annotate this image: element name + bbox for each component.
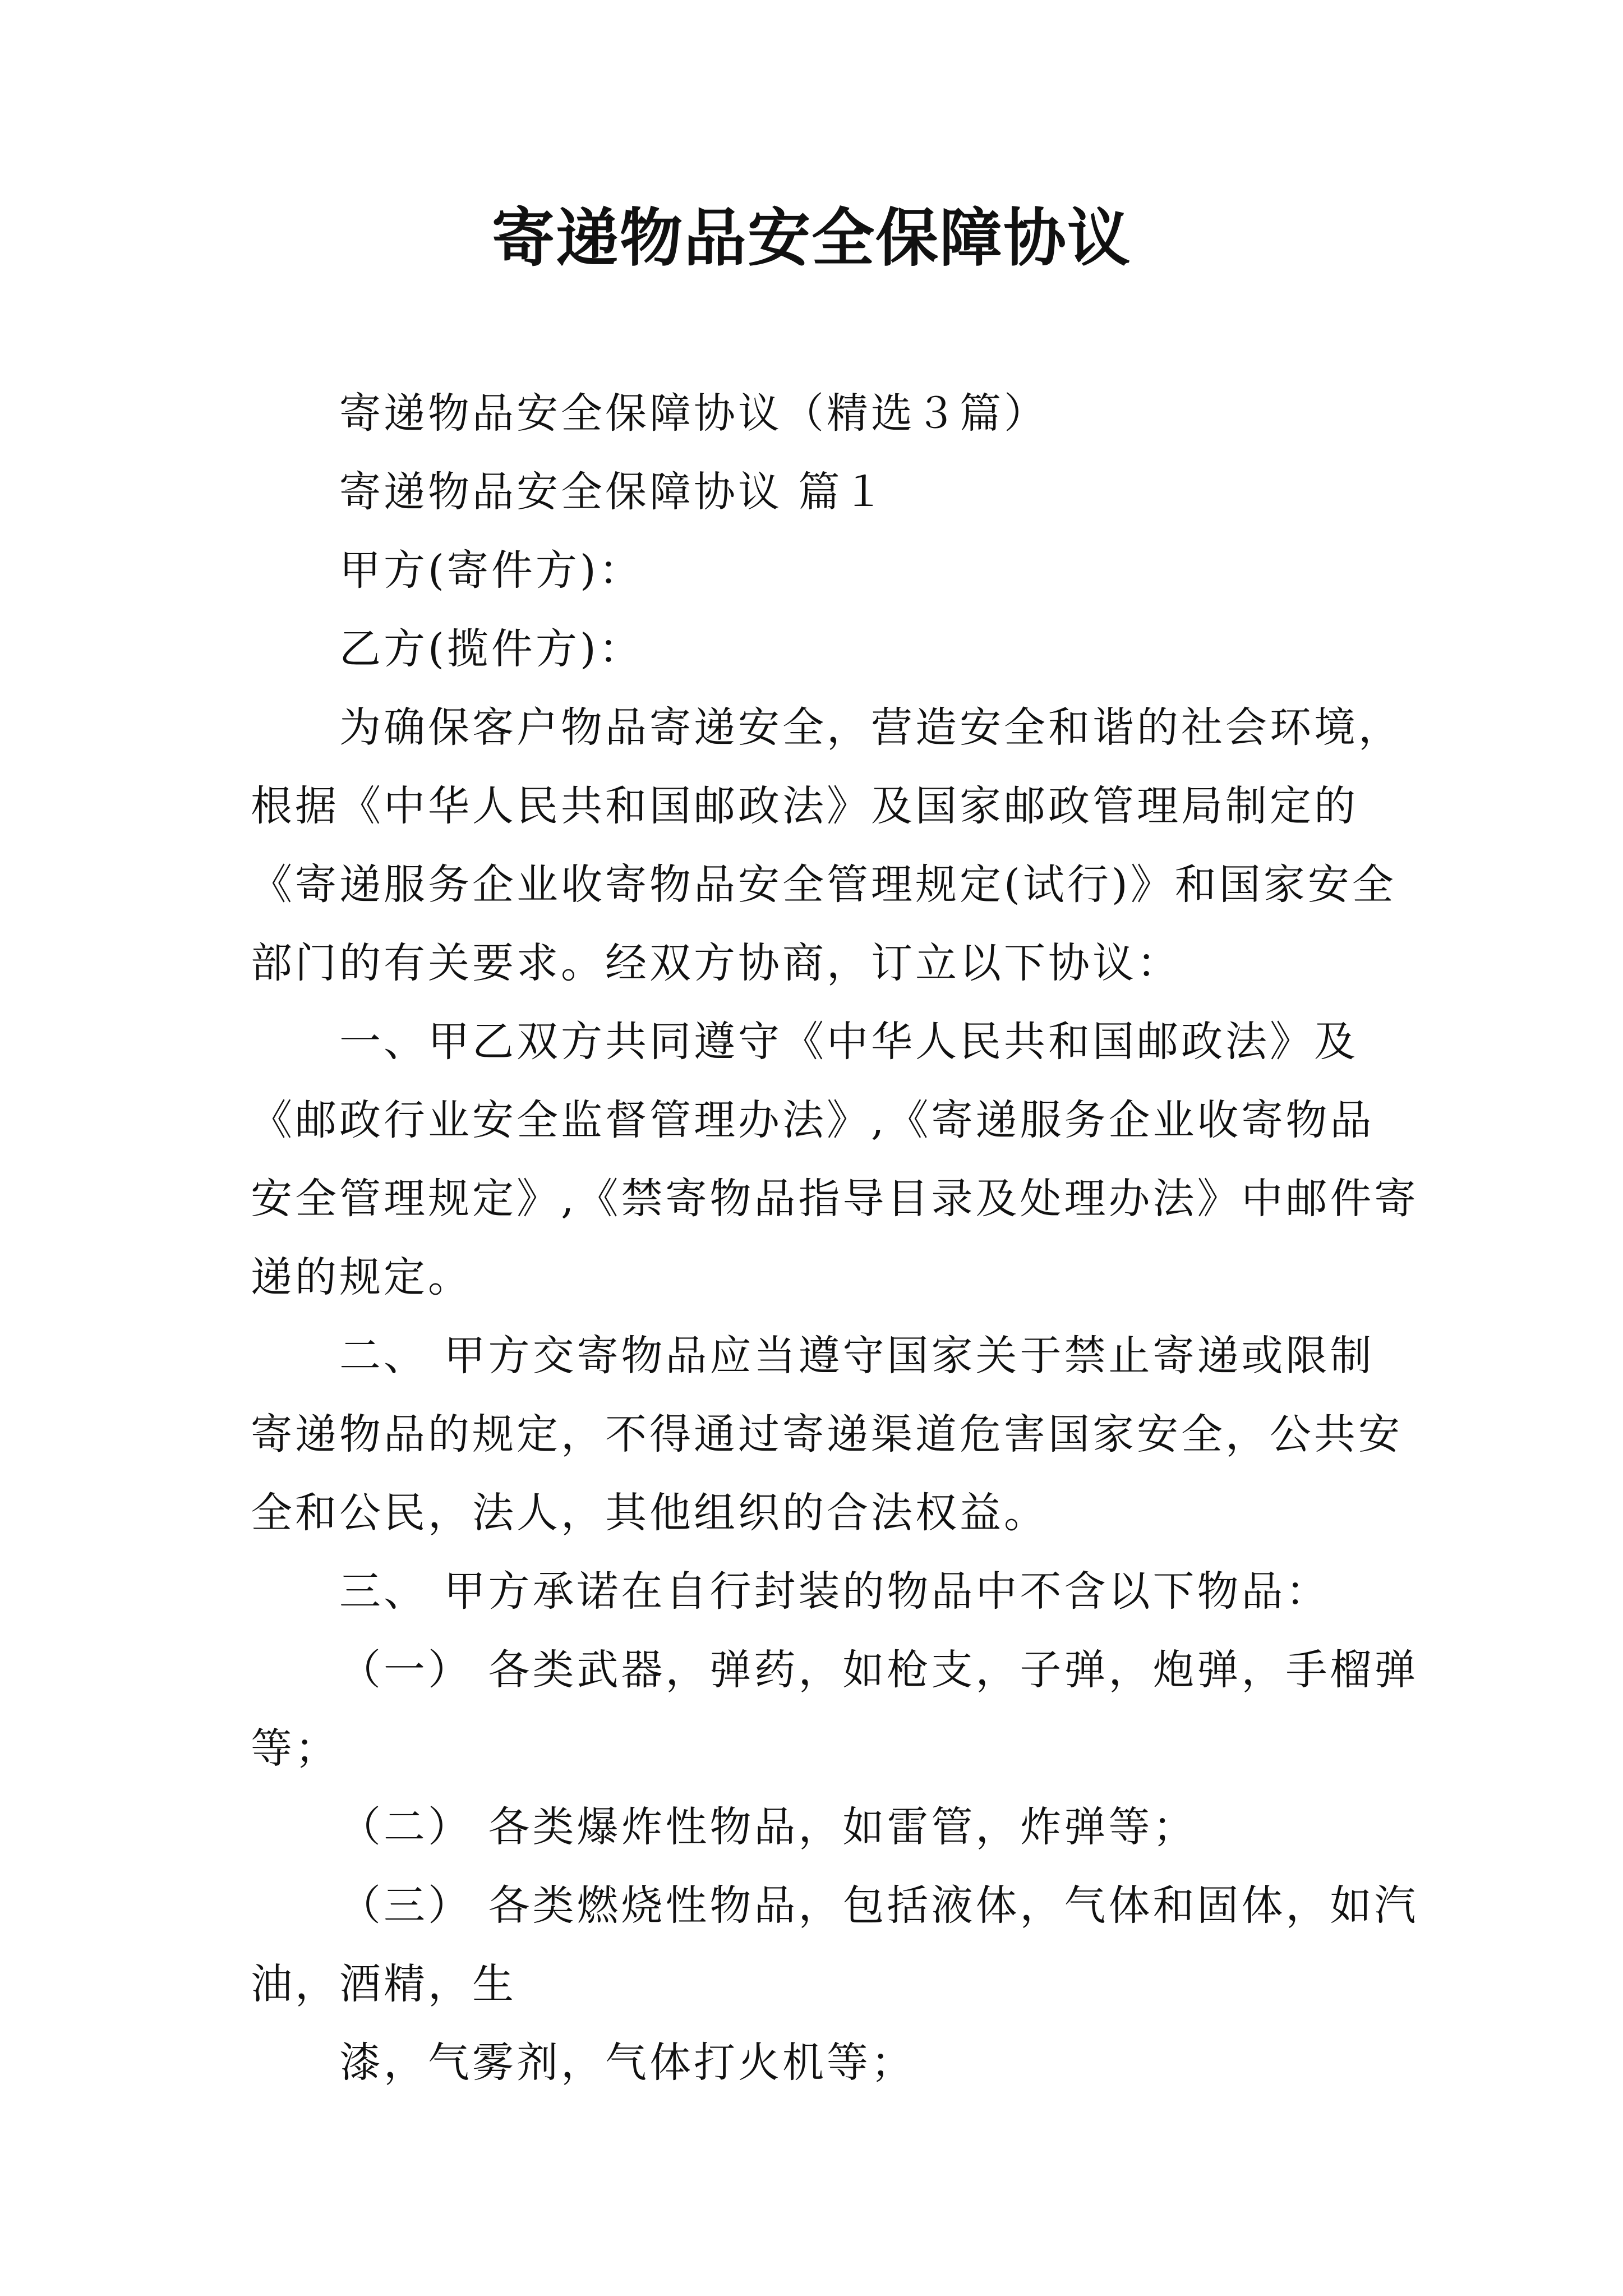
clause-1-line: 安全管理规定》,《禁寄物品指导目录及处理办法》中邮件寄 — [251, 1175, 1419, 1223]
item-1-line: 等； — [251, 1724, 339, 1773]
item-1-line: （一） 各类武器，弹药，如枪支，子弹，炮弹，手榴弹 — [339, 1646, 1419, 1694]
item-3-line: 油，酒精，生 — [251, 1960, 517, 2008]
party-a-line: 甲方(寄件方)： — [339, 546, 643, 595]
item-2-line: （二） 各类爆炸性物品，如雷管，炸弹等； — [339, 1803, 1197, 1851]
clause-1-line: 递的规定。 — [251, 1253, 472, 1301]
item-3-line: 漆，气雾剂，气体打火机等； — [339, 2039, 915, 2087]
clause-2-line: 全和公民，法人，其他组织的合法权益。 — [251, 1489, 1048, 1537]
document-title: 寄递物品安全保障协议 — [492, 202, 1131, 275]
section-heading: 寄递物品安全保障协议 篇１ — [339, 468, 887, 516]
body-line: 根据《中华人民共和国邮政法》及国家邮政管理局制定的 — [251, 782, 1358, 830]
clause-1-line: 一、甲乙双方共同遵守《中华人民共和国邮政法》及 — [339, 1018, 1358, 1066]
body-line: 部门的有关要求。经双方协商，订立以下协议： — [251, 939, 1181, 987]
party-b-line: 乙方(揽件方)： — [339, 625, 643, 673]
body-line: 为确保客户物品寄递安全，营造安全和谐的社会环境， — [339, 703, 1403, 752]
clause-2-line: 寄递物品的规定，不得通过寄递渠道危害国家安全，公共安 — [251, 1410, 1403, 1458]
item-3-line: （三） 各类燃烧性物品，包括液体，气体和固体，如汽 — [339, 1881, 1419, 1930]
clause-1-line: 《邮政行业安全监督管理办法》,《寄递服务企业收寄物品 — [251, 1096, 1375, 1144]
clause-3-line: 三、 甲方承诺在自行封装的物品中不含以下物品： — [339, 1567, 1330, 1616]
subtitle-line: 寄递物品安全保障协议（精选３篇） — [339, 389, 1048, 438]
clause-2-line: 二、 甲方交寄物品应当遵守国家关于禁止寄递或限制 — [339, 1332, 1375, 1380]
body-line: 《寄递服务企业收寄物品安全管理规定(试行)》和国家安全 — [251, 861, 1396, 909]
